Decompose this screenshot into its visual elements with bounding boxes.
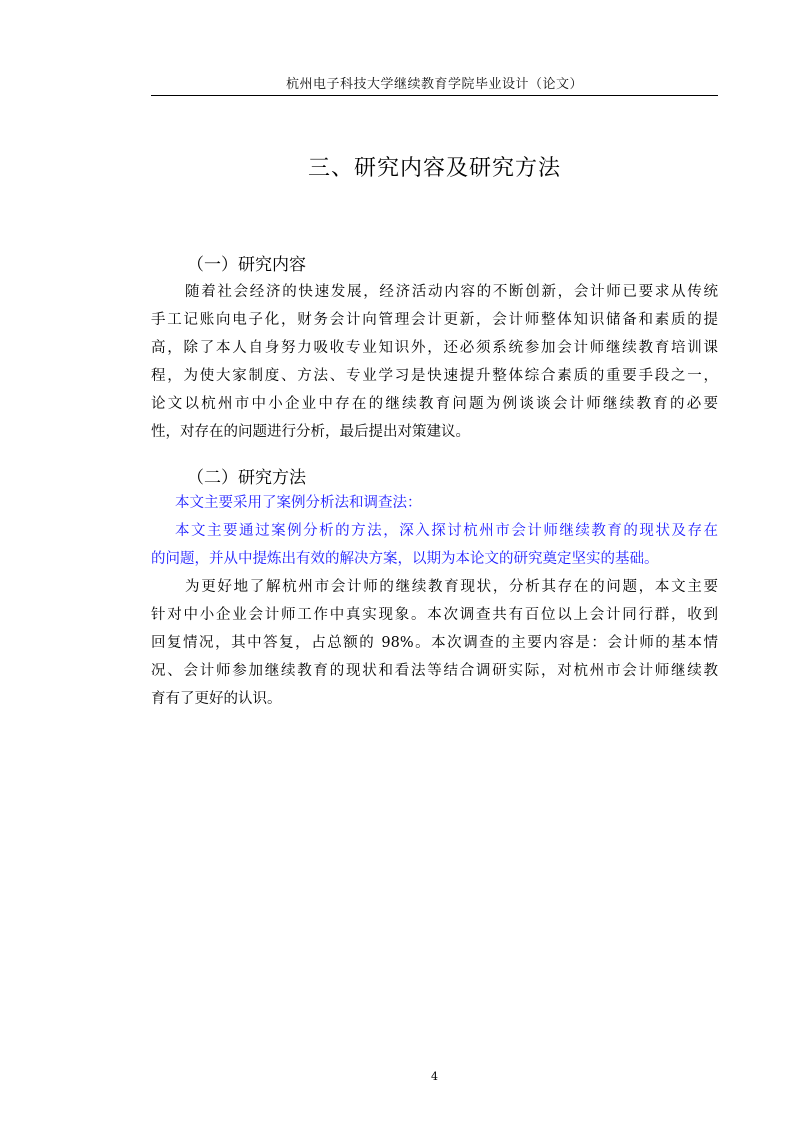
paragraph-line: 程，为使大家制度、方法、专业学习是快速提升整体综合素质的重要手段之一，: [151, 368, 718, 384]
section-heading-research-content: （一）研究内容: [187, 255, 306, 275]
header-divider: [151, 95, 718, 96]
methods-summary-line: [151, 489, 718, 517]
paragraph-line: 性，对存在的问题进行分析，最后提出对策建议。: [151, 424, 470, 440]
paragraph-line: 手工记账向电子化，财务会计向管理会计更新，会计师整体知识储备和素质的提: [151, 312, 718, 328]
survey-paragraph: [151, 573, 718, 713]
page-header: 杭州电子科技大学继续教育学院毕业设计（论文）: [285, 77, 583, 92]
paragraph-line: 本文主要通过案例分析的方法，深入探讨杭州市会计师继续教育的现状及存在: [175, 523, 718, 539]
paragraph-line: 本文主要采用了案例分析法和调查法：: [175, 495, 422, 511]
paragraph-line: 的问题，并从中提炼出有效的解决方案，以期为本论文的研究奠定坚实的基础。: [151, 551, 659, 567]
chapter-title: 三、研究内容及研究方法: [307, 156, 561, 181]
section-heading-research-methods: （二）研究方法: [187, 468, 306, 488]
paragraph-line: 随着社会经济的快速发展，经济活动内容的不断创新，会计师已要求从传统: [185, 284, 718, 300]
paragraph-line: 论文以杭州市中小企业中存在的继续教育问题为例谈谈会计师继续教育的必要: [151, 396, 718, 412]
paragraph-line: 回复情况，其中答复，占总额的 98%。本次调查的主要内容是：会计师的基本情: [151, 635, 718, 651]
paragraph-line: 高，除了本人自身努力吸收专业知识外，还必须系统参加会计师继续教育培训课: [151, 340, 718, 356]
paragraph-line: 育有了更好的认识。: [151, 691, 282, 707]
research-content-paragraph: [151, 278, 718, 446]
case-analysis-paragraph: [151, 517, 718, 573]
paragraph-line: 况、会计师参加继续教育的现状和看法等结合调研实际，对杭州市会计师继续教: [151, 663, 718, 679]
page-number: 4: [431, 1070, 438, 1083]
paragraph-line: 针对中小企业会计师工作中真实现象。本次调查共有百位以上会计同行群，收到: [151, 607, 718, 623]
paragraph-line: 为更好地了解杭州市会计师的继续教育现状，分析其存在的问题，本文主要: [185, 579, 718, 595]
